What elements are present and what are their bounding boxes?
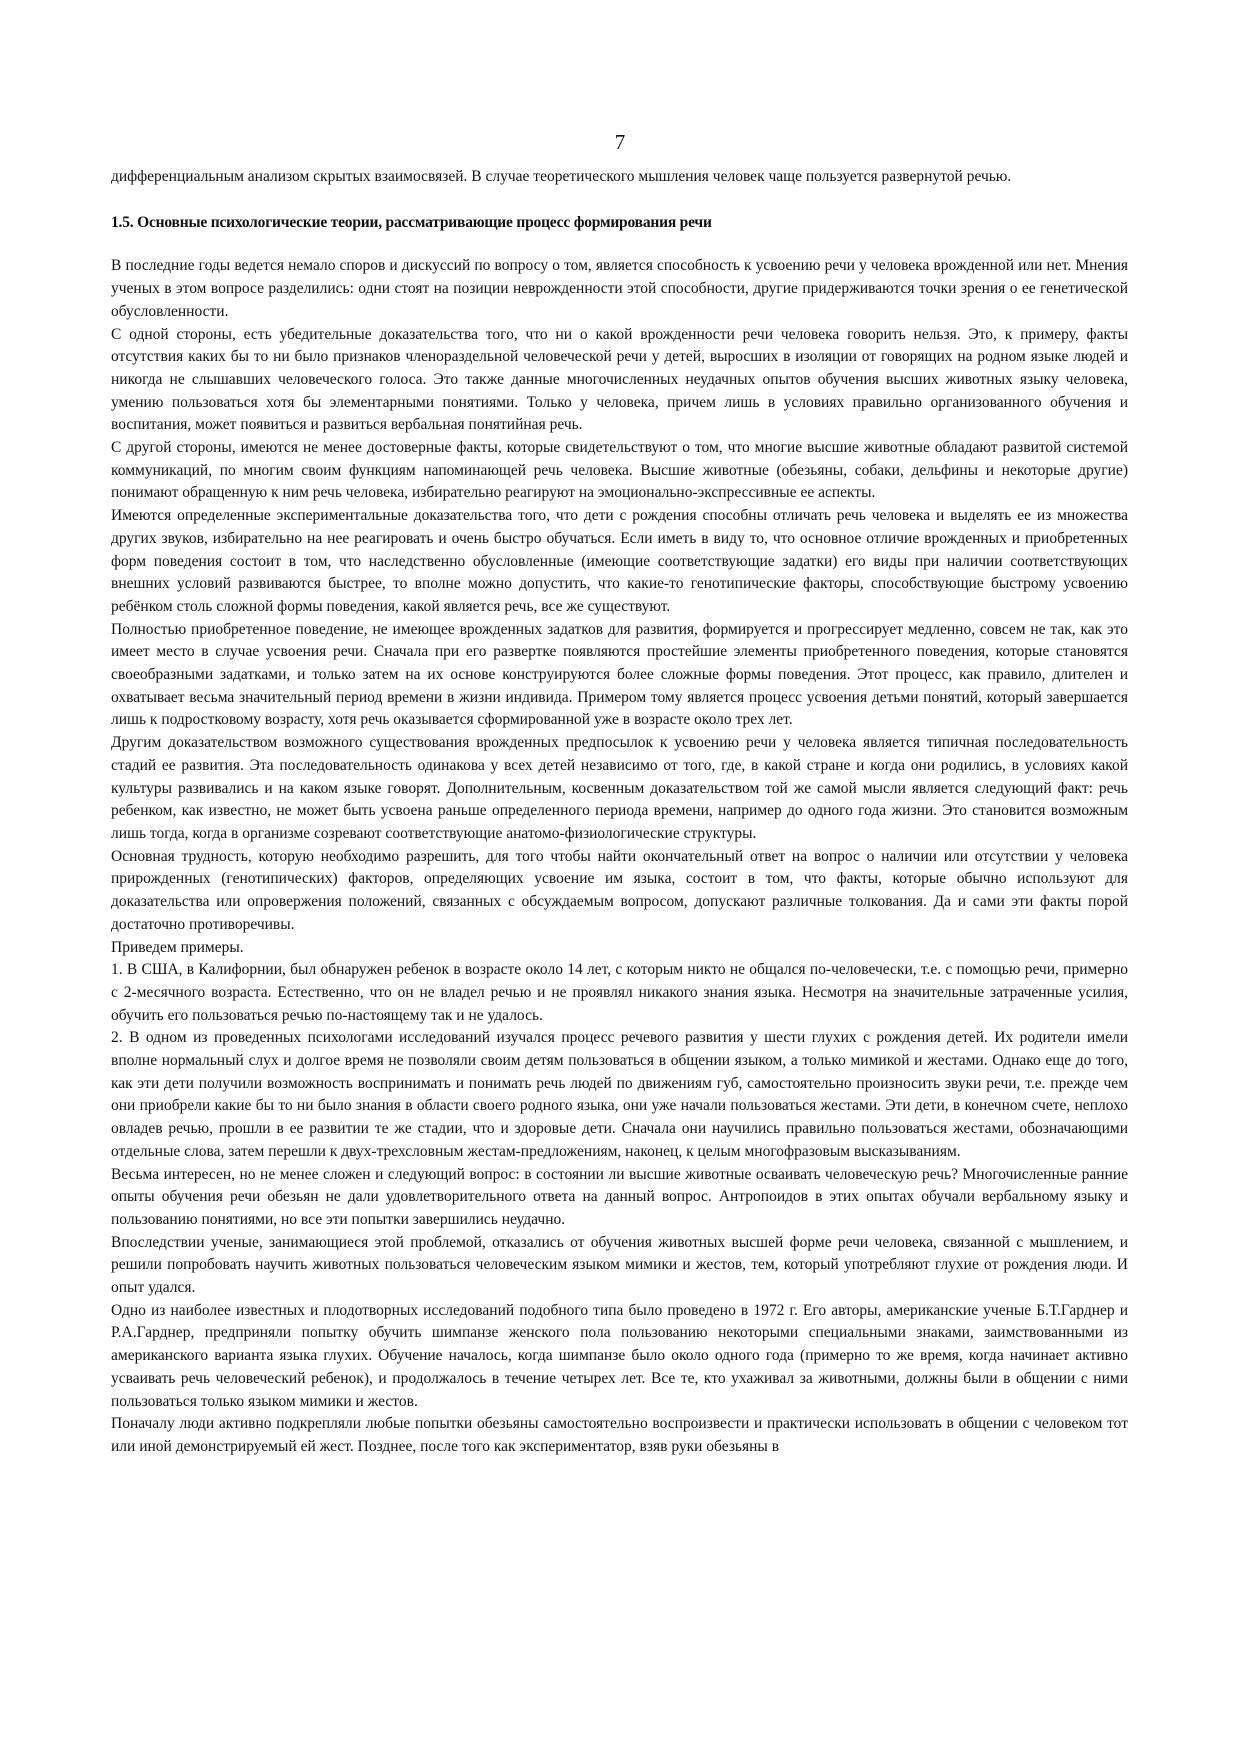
paragraph: 2. В одном из проведенных психологами исследований изучался процесс речевого развития у шести глухих с рождения детей. Их родители имели вполне нормальный слух и долгое время не позволяли своим детям пользоваться в общении языком, а только мимикой и жестами. Однако еще до того, как эти дети получили возможность воспринимать и понимать речь людей по движениям губ, самостоятельно произносить звуки речи, т.е. прежде чем они приобрели какие бы то ни было знания в области своего родного языка, они уже начали пользоваться жестами. Эти дети, в конечном счете, неплохо овладев речью, прошли в ее развитии те же стадии, что и здоровые дети. Сначала они научились правильно пользоваться жестами, обозначающими отдельные слова, затем перешли к двух-трехсловным жестам-предложениям, наконец, к целым многофразовым высказываниям. xyxy=(111,1029,1128,1160)
page-body xyxy=(111,166,1128,1459)
paragraph: Одно из наиболее известных и плодотворных исследований подобного типа было проведено в 1972 г. Его авторы, американские ученые Б.Т.Гарднер и Р.А.Гарднер, предприняли попытку обучить шимпанзе женского пола пользованию некоторыми специальными знаками, заимствованными из американского варианта языка глухих. Обучение началось, когда шимпанзе было около одного года (примерно то же время, когда начинает активно усваивать речь человеческий ребенок), и продолжалось в течение четырех лет. Все те, кто ухаживал за животными, должны были в общении с ними пользоваться только языком мимики и жестов. xyxy=(111,1301,1128,1410)
paragraph: Полностью приобретенное поведение, не имеющее врожденных задатков для развития, формируется и прогрессирует медленно, совсем не так, как это имеет место в случае усвоения речи. Сначала при его развертке появляются простейшие элементы приобретенного поведения, которые становятся своеобразными задатками, и только затем на их основе конструируются более сложные формы поведения. Этот процесс, как правило, длителен и охватывает весьма значительный период времени в жизни индивида. Примером тому является процесс усвоения детьми понятий, который завершается лишь к подростковому возрасту, хотя речь оказывается сформированной уже в возрасте около трех лет. xyxy=(111,620,1128,729)
paragraph: Другим доказательством возможного существования врожденных предпосылок к усвоению речи у человека является типичная последовательность стадий ее развития. Эта последовательность одинакова у всех детей независимо от того, где, в какой стране и когда они родились, в условиях какой культуры развивались и на каком языке говорят. Дополнительным, косвенным доказательством той же самой мысли является следующий факт: речь ребенком, как известно, не может быть усвоена раньше определенного периода времени, например до одного года жизни. Это становится возможным лишь тогда, когда в организме созревают соответствующие анатомо-физиологические структуры. xyxy=(111,734,1128,842)
paragraph: Основная трудность, которую необходимо разрешить, для того чтобы найти окончательный ответ на вопрос о наличии или отсутствии у человека прирожденных (генотипических) факторов, определяющих усвоение им языка, состоит в том, что факты, которые обычно используют для доказательства или опровержения положений, связанных с обсуждаемым вопросом, допускают различные толкования. Да и сами эти факты порой достаточно противоречивы. xyxy=(111,847,1128,933)
paragraph: Имеются определенные экспериментальные доказательства того, что дети с рождения способны отличать речь человека и выделять ее из множества других звуков, избирательно на нее реагировать и очень быстро обучаться. Если иметь в виду то, что основное отличие врожденных и приобретенных форм поведения состоит в том, что наследственно обусловленные (имеющие соответствующие задатки) его виды при наличии соответствующих внешних условий развиваются быстрее, то вполне можно допустить, что какие-то генотипические факторы, способствующие быстрому усвоению ребёнком столь сложной формы поведения, какой является речь, все же существуют. xyxy=(111,507,1128,615)
paragraph: В последние годы ведется немало споров и дискуссий по вопросу о том, является способность к усвоению речи у человека врожденной или нет. Мнения ученых в этом вопросе разделились: одни стоят на позиции неврожденности этой способности, другие придерживаются точки зрения о ее генетической обусловленности. xyxy=(111,257,1128,320)
paragraph: Впоследствии ученые, занимающиеся этой проблемой, отказались от обучения животных высшей форме речи человека, связанной с мышлением, и решили попробовать научить животных пользоваться человеческим языком мимики и жестов, тем, который употребляют глухие от рождения люди. И опыт удался. xyxy=(111,1233,1128,1297)
paragraph: С другой стороны, имеются не менее достоверные факты, которые свидетельствуют о том, что многие высшие животные обладают развитой системой коммуникаций, по многим своим функциям напоминающей речь человека. Высшие животные (обезьяны, собаки, дельфины и некоторые другие) понимают обращенную к ним речь человека, избирательно реагируют на эмоционально-экспрессивные ее аспекты. xyxy=(111,439,1128,502)
paragraph: С одной стороны, есть убедительные доказательства того, что ни о какой врожденности речи человека говорить нельзя. Это, к примеру, факты отсутствия каких бы то ни было признаков членораздельной человеческой речи у детей, выросших в изоляции от говорящих на родном языке людей и никогда не слышавших человеческого голоса. Это также данные многочисленных неудачных опытов обучения высших животных языку человека, умению пользоваться хотя бы элементарными понятиями. Только у человека, причем лишь в условиях правильно организованного обучения и воспитания, может появиться и развиться вербальная понятийная речь. xyxy=(111,325,1128,434)
paragraph: Приведем примеры. xyxy=(111,938,244,956)
paragraph: Весьма интересен, но не менее сложен и следующий вопрос: в состоянии ли высшие животные осваивать человеческую речь? Многочисленные ранние опыты обучения речи обезьян не дали удовлетворительного ответа на данный вопрос. Антропоидов в этих опытах обучали вербальному языку и пользованию понятиями, но все эти попытки завершились неудачно. xyxy=(111,1165,1128,1228)
page-number: 7 xyxy=(614,130,626,154)
section-heading: 1.5. Основные психологические теории, рассматривающие процесс формирования речи xyxy=(111,213,712,231)
paragraph: Поначалу люди активно подкрепляли любые попытки обезьяны самостоятельно воспроизвести и практически использовать в общении с человеком тот или иной демонстрируемый ей жест. Позднее, после того как экспериментатор, взяв руки обезьяны в xyxy=(111,1415,1128,1455)
intro-fragment: дифференциальным анализом скрытых взаимосвязей. В случае теоретического мышления человек чаще пользуется развернутой речью. xyxy=(111,168,1012,185)
paragraph: 1. В США, в Калифорнии, был обнаружен ребенок в возрасте около 14 лет, с которым никто не общался по-человечески, т.е. с помощью речи, примерно с 2-месячного возраста. Естественно, что он не владел речью и не проявлял никакого знания языка. Несмотря на значительные затраченные усилия, обучить его пользоваться речью по-настоящему так и не удалось. xyxy=(111,961,1128,1024)
